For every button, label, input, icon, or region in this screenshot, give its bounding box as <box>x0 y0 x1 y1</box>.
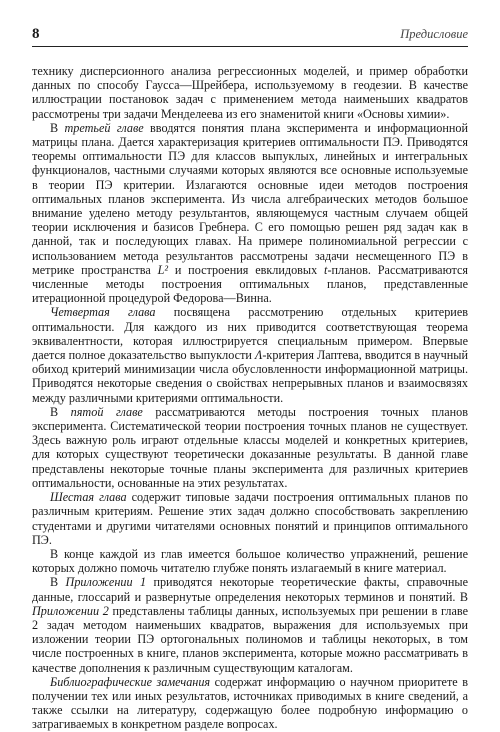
text-run: содержат информацию о научном приоритете в получении тех или иных результатов, источниках приводимых в книге сведений, а также ссылки на литературу, содержащую более подробную информацию о затрагиваемых в конкретном разделе вопросах. <box>32 674 468 732</box>
text-run: вводятся понятия плана эксперимента и информационной матрицы плана. Дается характеризация критериев оптимальности ПЭ. Приводятся теоремы оптимальности ПЭ для классов выпуклых, линейных и интегральных функционалов, частными случаями которых являются все основные используемые в теории ПЭ критерии. Излагаются основные идеи методов построения оптимальных планов эксперимента. Из числа алгебраических методов большое внимание уделено методу результантов, являющемуся частным случаем общей теории исключения и базисов Гребнера. С его помощью решен ряд задач как в данной, так и последующих главах. На примере полиномиальной регрессии с использованием метода результантов рассмотрены задачи несмещенного ПЭ в метрике пространства <box>32 120 468 277</box>
italic-text-run: Приложении 1 <box>65 575 147 590</box>
text-run: технику дисперсионного анализа регрессионных моделей, и пример обработки данных по способу Гаусса—Шрейбера, используемому в геодезии. В качестве иллюстрации постановок задач с применением метода наименьших квадратов рассмотрены три задачи Менделеева из его знаменитой книги «Основы химии». <box>32 64 468 121</box>
italic-text-run: Λ <box>255 348 263 363</box>
italic-text-run: L² <box>157 262 168 277</box>
page-header <box>32 26 468 48</box>
text-run: и построения евклидовых <box>168 262 325 277</box>
text-run: приводятся некоторые теоретические факты, справочные данные, глоссарий и развернутые определения некоторых терминов и понятий. В <box>32 575 468 604</box>
page-number: 8 <box>32 26 40 42</box>
body-text <box>32 64 468 732</box>
paragraph <box>32 490 468 547</box>
text-run: содержит типовые задачи построения оптимальных планов по различным критериям. Решение этих задач должно способствовать закреплению студентами и другими читателями основных понятий и принципов оптимального ПЭ. <box>32 490 469 547</box>
italic-text-run: третьей главе <box>64 120 144 135</box>
italic-text-run: Приложении 2 <box>32 603 109 618</box>
italic-text-run: Библиографические замечания <box>50 674 211 689</box>
italic-text-run: t <box>324 262 328 277</box>
text-run: -планов. Рассматриваются численные методы построения оптимальных планов, представленные итерационной процедурой Федорова—Винна. <box>32 262 469 306</box>
text-run: В <box>50 404 71 419</box>
running-title: Предисловие <box>400 27 468 41</box>
text-run: В конце каждой из глав имеется большое количество упражнений, решение которых должно помочь читателю глубже понять излагаемый в книге материал. <box>32 546 468 576</box>
italic-text-run: Шестая глава <box>50 490 127 505</box>
italic-text-run: Четвертая глава <box>50 305 156 320</box>
paragraph <box>32 405 468 490</box>
text-run: В <box>50 120 65 135</box>
paragraph <box>32 675 468 732</box>
text-run: рассматриваются методы построения точных планов эксперимента. Систематической теории построения точных планов не существует. Здесь важную роль играют отдельные классы моделей и конкретных критериев, для которых существуют теоретически доказанные результаты. В данной главе представлены некоторые точные планы эксперимента для различных критериев оптимальности, основанные на этих результатах. <box>32 404 468 490</box>
paragraph <box>32 575 468 674</box>
text-run: В <box>50 575 66 590</box>
header-rule <box>32 46 468 47</box>
text-run: -критерия Лаптева, вводится в научный обиход критерий минимизации числа обусловленности информационной матрицы. Приводятся некоторые сведения о свойствах непрерывных планов и взаимосвязях между различными критериями оптимальности. <box>32 348 468 405</box>
paragraph <box>32 121 468 306</box>
paragraph <box>32 64 468 121</box>
text-run: посвящена рассмотрению отдельных критериев оптимальности. Для каждого из них приводится соответствующая теорема эквивалентности, которая иллюстрируется специальным примером. Впервые дается полное доказательство выпуклости <box>32 305 468 363</box>
paragraph <box>32 305 468 404</box>
italic-text-run: пятой главе <box>70 404 143 419</box>
paragraph <box>32 547 468 575</box>
text-run: представлены таблицы данных, используемых при решении в главе 2 задач методом наименьших квадратов, выражения для используемых при изложении теории ПЭ ортогональных полиномов и таблицы некоторых, в том числе построенных в книге, планов эксперимента, которые можно рассматривать в качестве дополнения к различным существующим каталогам. <box>32 603 468 675</box>
